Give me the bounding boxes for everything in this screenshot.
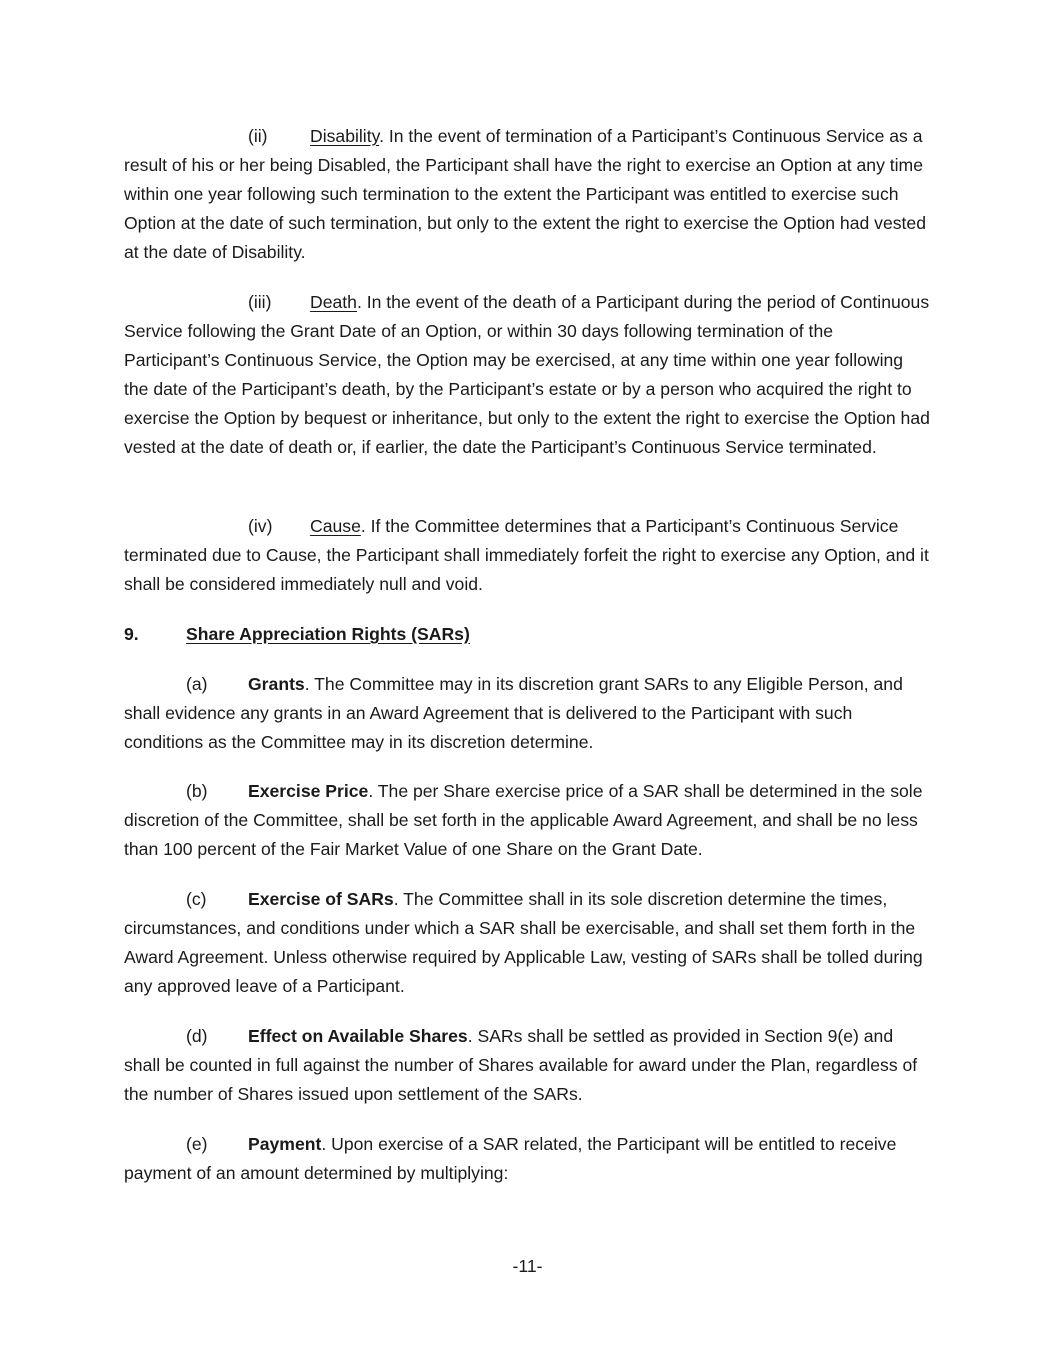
subsection-payment xyxy=(124,1130,932,1188)
paragraph-text: . In the event of termination of a Participant’s Continuous Service as a result of his or her being Disabled, the Participant shall have the right to exercise an Option at any time within one year following such termination to the extent the Participant was entitled to exercise such Option at the date of such termination, but only to the extent the right to exercise the Option had vested at the date of Disability. xyxy=(124,126,926,263)
section-title: Share Appreciation Rights (SARs) xyxy=(186,624,470,644)
subsection-text: . The Committee may in its discretion grant SARs to any Eligible Person, and shall evidence any grants in an Award Agreement that is delivered to the Participant with such conditions as the Committee may in its discretion determine. xyxy=(124,674,903,753)
subsection-exercise-of-sars xyxy=(124,885,932,1001)
paragraph-text: . In the event of the death of a Participant during the period of Continuous Service following the Grant Date of an Option, or within 30 days following termination of the Participant’s Continuous Service, the Option may be exercised, at any time within one year following the date of the Participant’s death, by the Participant’s estate or by a person who acquired the right to exercise the Option by bequest or inheritance, but only to the extent the right to exercise the Option had vested at the date of death or, if earlier, the date the Participant’s Continuous Service terminated. xyxy=(124,292,930,458)
paragraph-label: (iii) xyxy=(248,292,272,312)
subsection-heading: Exercise of SARs xyxy=(248,889,394,909)
page-number: -11- xyxy=(512,1256,543,1276)
subsection-text: . The per Share exercise price of a SAR shall be determined in the sole discretion of the Committee, shall be set forth in the applicable Award Agreement, and shall be no less than 100 percent of the Fair Market Value of one Share on the Grant Date. xyxy=(124,781,923,860)
subsection-label: (c) xyxy=(186,889,207,909)
subsection-heading: Payment xyxy=(248,1134,322,1154)
subsection-exercise-price xyxy=(124,777,932,864)
subsection-label: (b) xyxy=(186,781,208,801)
paragraph-text: . If the Committee determines that a Participant’s Continuous Service terminated due to Cause, the Participant shall immediately forfeit the right to exercise any Option, and it shall be considered immediately null and void. xyxy=(124,516,929,595)
subsection-label: (e) xyxy=(186,1134,208,1154)
subsection-label: (d) xyxy=(186,1026,208,1046)
paragraph-heading: Cause xyxy=(310,516,361,536)
section-heading xyxy=(124,620,932,649)
paragraph-heading: Disability xyxy=(310,126,380,146)
subsection-label: (a) xyxy=(186,674,208,694)
paragraph-heading: Death xyxy=(310,292,357,312)
paragraph-death xyxy=(124,288,932,463)
paragraph-cause xyxy=(124,512,932,599)
section-number: 9. xyxy=(124,624,139,644)
paragraph-label: (iv) xyxy=(248,516,273,536)
subsection-effect-on-available-shares xyxy=(124,1022,932,1109)
subsection-grants xyxy=(124,670,932,757)
subsection-heading: Effect on Available Shares xyxy=(248,1026,468,1046)
subsection-text: . Upon exercise of a SAR related, the Participant will be entitled to receive payment of an amount determined by multiplying: xyxy=(124,1134,897,1184)
paragraph-label: (ii) xyxy=(248,126,268,146)
paragraph-disability xyxy=(124,122,932,267)
subsection-text: . SARs shall be settled as provided in Section 9(e) and shall be counted in full against the number of Shares available for award under the Plan, regardless of the number of Shares issued upon settlement of the SARs. xyxy=(124,1026,918,1105)
subsection-text: . The Committee shall in its sole discretion determine the times, circumstances, and conditions under which a SAR shall be exercisable, and shall set them forth in the Award Agreement. Unless otherwise required by Applicable Law, vesting of SARs shall be tolled during any approved leave of a Participant. xyxy=(124,889,923,997)
subsection-heading: Exercise Price xyxy=(248,781,369,801)
subsection-heading: Grants xyxy=(248,674,305,694)
